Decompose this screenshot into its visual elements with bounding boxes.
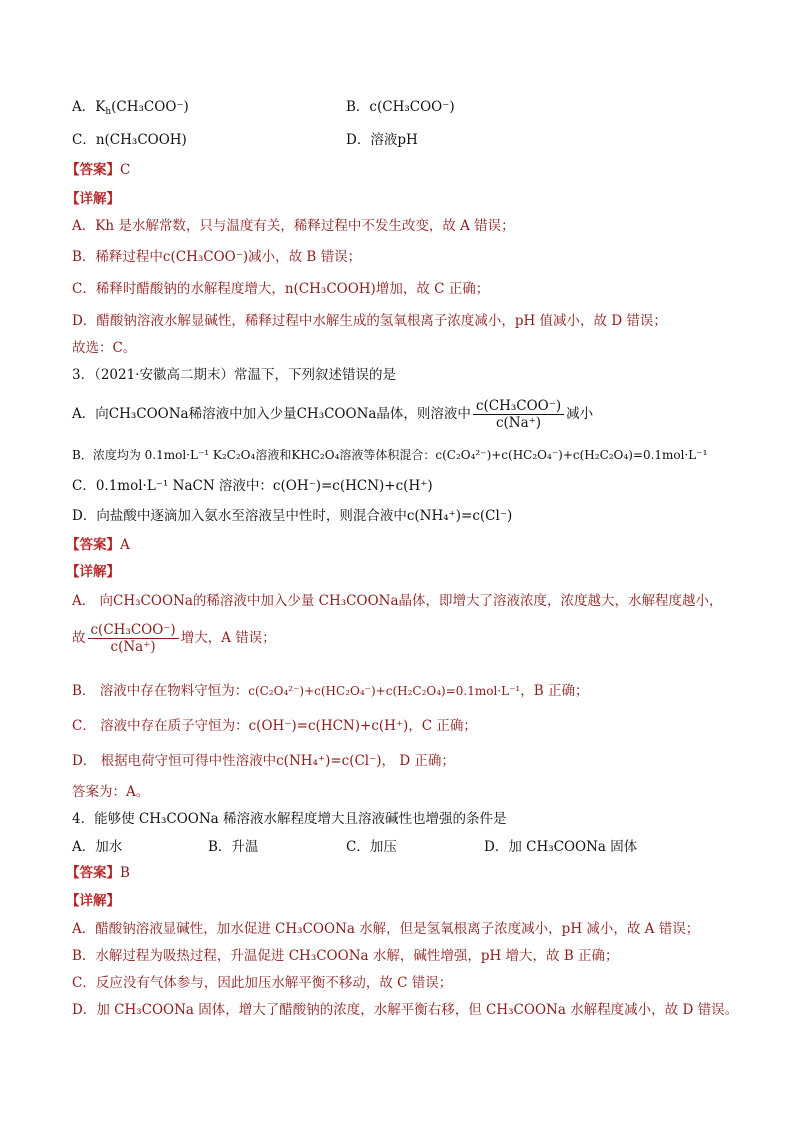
q2-detail-c: [72, 279, 489, 299]
q2-option-b: [346, 97, 455, 117]
text: ，C 正确；: [408, 718, 477, 734]
text: 减小，故 B 错误；: [248, 249, 362, 265]
answer-tag: 【答案】: [66, 162, 120, 178]
q3-option-d: D．向盐酸中逐滴加入氨水至溶液呈中性时，则混合液中c(NH₄⁺)=c(Cl⁻): [72, 508, 513, 524]
answer-tag: 【答案】: [66, 537, 120, 553]
numerator: c(CH₃COO⁻): [88, 622, 179, 639]
q4-detail-a: A．醋酸钠溶液显碱性，加水促进 CH₃COONa 水解，但是氢氧根离子浓度减小，pH 减小，故 A 错误；: [72, 921, 700, 937]
q2-conclusion: 故选：C。: [72, 340, 137, 356]
q3-answer: [66, 535, 130, 555]
q4-option-a: A．加水: [72, 839, 123, 855]
q4-detail-b: B．水解过程为吸热过程，升温促进 CH₃COONa 水解，碱性增强，pH 增大，故 B 正确；: [72, 948, 619, 964]
option-text: 溶液pH: [370, 132, 418, 148]
option-label: A．: [72, 99, 96, 115]
q3-detail-a1: A． 向CH₃COONa的稀溶液中加入少量 CH₃COONa晶体，即增大了溶液浓度，浓度越大，水解程度越小，: [72, 593, 723, 609]
option-label: D．: [346, 132, 371, 148]
q3-detail-tag: [66, 562, 120, 582]
answer-value: C: [120, 162, 131, 178]
formula: c(CH₃COO⁻): [369, 99, 455, 115]
q4-option-d: D．加 CH₃COONa 固体: [484, 839, 638, 855]
text: D． 根据电荷守恒可得中性溶液中: [72, 753, 277, 769]
subscript: h: [105, 107, 112, 117]
text: C．稀释时醋酸钠的水解程度增大，: [72, 281, 285, 297]
detail-tag: 【详解】: [66, 893, 120, 909]
formula: n(CH₃COOH): [95, 132, 187, 148]
formula: c(OH⁻)=c(HCN)+c(H⁺): [248, 718, 409, 734]
answer-value: B: [120, 865, 130, 881]
q3-stem: 3．（2021·安徽高二期末）常温下，下列叙述错误的是: [72, 367, 396, 383]
q4-detail-d: D．加 CH₃COONa 固体，增大了醋酸钠的浓度，水解平衡右移，但 CH₃COONa 水解程度减小，故 D 错误。: [72, 1002, 739, 1018]
q2-option-d: [346, 130, 418, 150]
q3-detail-b: [72, 681, 588, 701]
text: ， D 正确；: [381, 753, 455, 769]
formula: n(CH₃COOH): [284, 281, 376, 297]
q3-detail-d: [72, 751, 455, 771]
option-label: B．: [346, 99, 370, 115]
q4-detail-tag: [66, 891, 120, 911]
formula: c(C₂O₄²⁻)+c(HC₂O₄⁻)+c(H₂C₂O₄)=0.1mol·L⁻¹: [248, 684, 521, 698]
option-text: K: [95, 99, 106, 115]
answer-tag: 【答案】: [66, 865, 120, 881]
text: 减小: [566, 406, 594, 422]
fraction: [473, 398, 564, 431]
q4-option-b: B．升温: [208, 839, 259, 855]
q2-detail-d: D．醋酸钠溶液水解显碱性，稀释过程中水解生成的氢氧根离子浓度减小，pH 值减小，故 D 错误；: [72, 313, 667, 329]
q3-detail-a2: [72, 622, 276, 655]
q4-stem: 4．能够使 CH₃COONa 稀溶液水解程度增大且溶液碱性也增强的条件是: [72, 811, 507, 827]
denominator: c(Na⁺): [110, 639, 156, 655]
q4-option-c: C．加压: [346, 839, 397, 855]
text: 增加，故 C 正确；: [375, 281, 490, 297]
q2-detail-b: [72, 247, 361, 267]
q3-detail-c: [72, 716, 477, 736]
q2-answer: [66, 160, 130, 180]
q3-option-c: C．0.1mol·L⁻¹ NaCN 溶液中：c(OH⁻)=c(HCN)+c(H⁺): [72, 478, 433, 494]
q2-option-c: [72, 130, 187, 150]
text: A．向CH₃COONa稀溶液中加入少量CH₃COONa晶体，则溶液中: [72, 406, 471, 422]
q3-conclusion: 答案为：A。: [72, 784, 150, 800]
denominator: c(Na⁺): [495, 415, 542, 431]
answer-value: A: [120, 537, 130, 553]
numerator: c(CH₃COO⁻): [473, 398, 564, 415]
q2-option-a: [72, 97, 189, 117]
option-label: C．: [72, 132, 96, 148]
q4-answer: [66, 863, 130, 883]
formula: c(CH₃COO⁻): [162, 249, 249, 265]
q4-detail-c: C．反应没有气体参与，因此加压水解平衡不移动，故 C 错误；: [72, 975, 453, 991]
text: 增大，A 错误；: [180, 630, 276, 646]
text: C． 溶液中存在质子守恒为：: [72, 718, 249, 734]
q3-option-a: [72, 398, 593, 431]
detail-tag: 【详解】: [66, 564, 120, 580]
fraction: [88, 622, 179, 655]
q3-option-b: B．浓度均为 0.1mol·L⁻¹ K₂C₂O₄溶液和KHC₂O₄溶液等体积混合：c(C₂O₄²⁻)+c(HC₂O₄⁻)+c(H₂C₂O₄)=0.1mol·L⁻¹: [72, 448, 708, 462]
detail-tag: 【详解】: [66, 191, 120, 207]
text: ，B 正确；: [520, 683, 589, 699]
formula: c(NH₄⁺)=c(Cl⁻): [276, 753, 382, 769]
q2-detail-a: A．Kh 是水解常数，只与温度有关，稀释过程中不发生改变，故 A 错误；: [72, 218, 515, 234]
formula: (CH₃COO⁻): [111, 99, 189, 115]
text: B． 溶液中存在物料守恒为：: [72, 683, 249, 699]
text: B．稀释过程中: [72, 249, 163, 265]
q2-detail-tag: [66, 189, 120, 209]
text: 故: [72, 630, 86, 646]
